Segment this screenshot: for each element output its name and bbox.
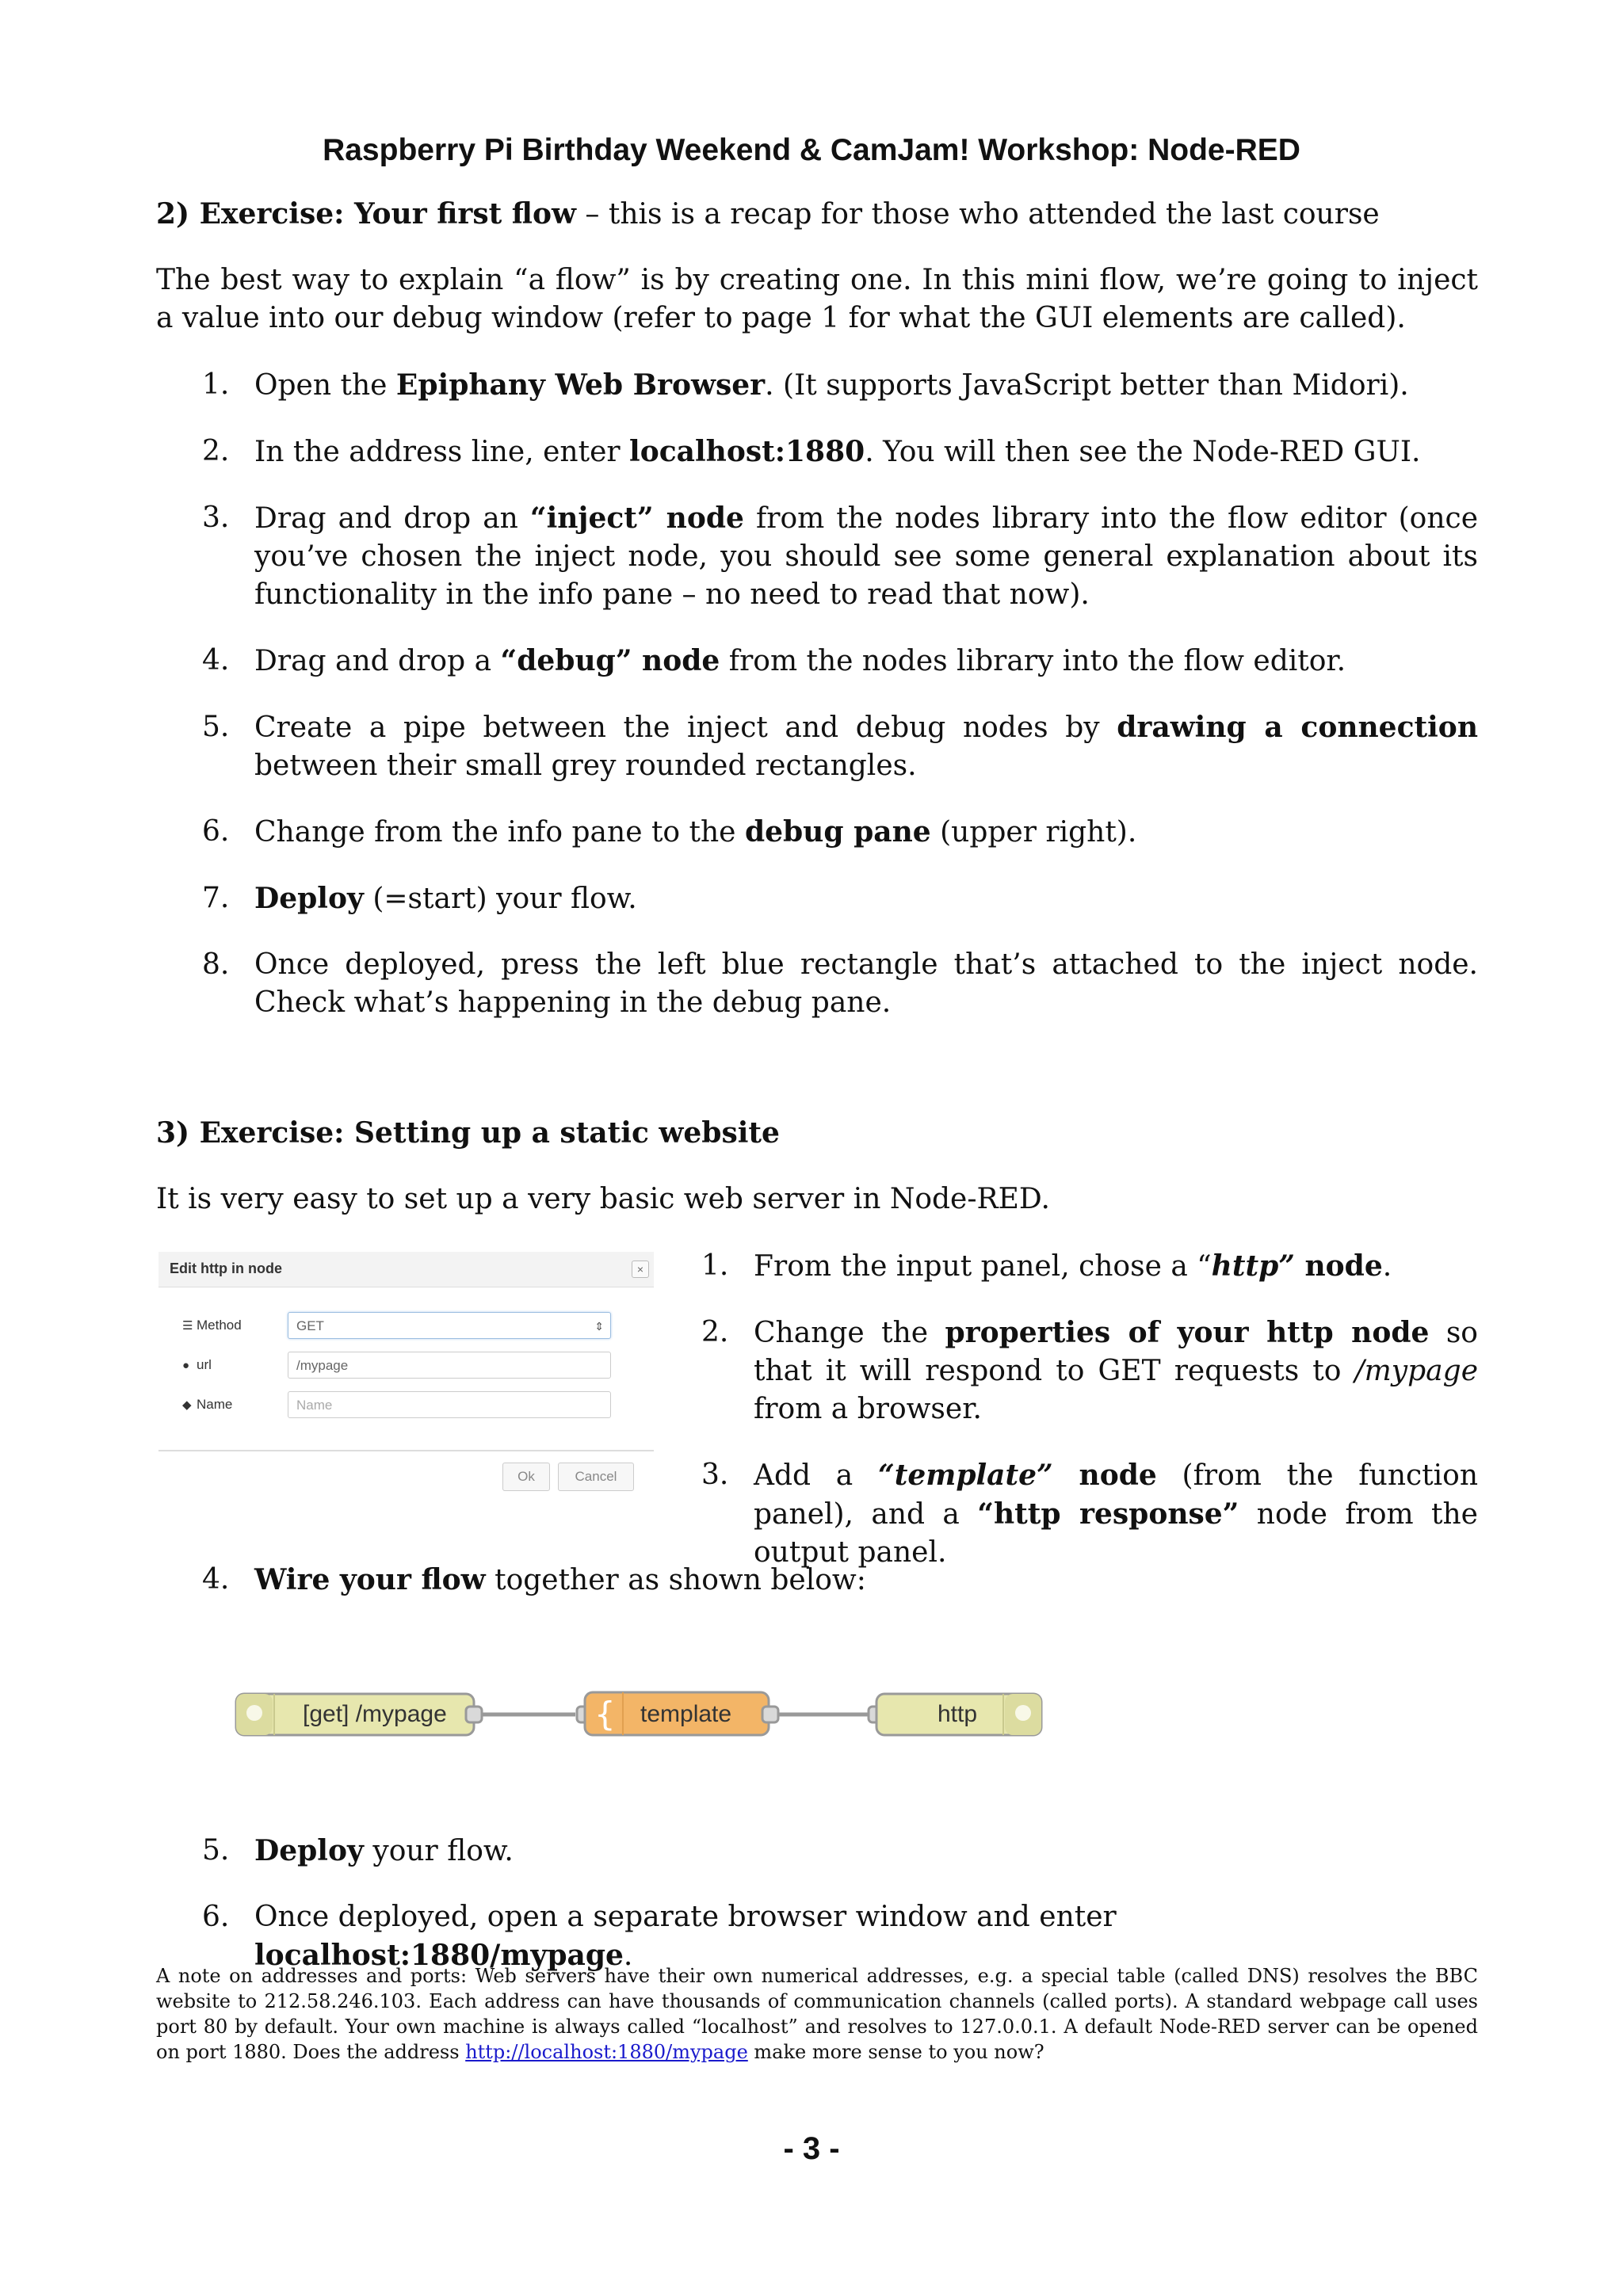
note-text: A note on addresses and ports: Web servers have their own numerical addresses, e.g. a special table (called DNS) resolves the BBC website to 212.58.246.103. Each address can have thousands of communication channels (called ports). A standard webpage call uses port 80 by default. Your own machine is always called “localhost” and resolves to 127.0.0.1. A default Node-RED server can be opened on port 1880. Does the address — [156, 1965, 1478, 2063]
http-response-node-label: http — [938, 1701, 978, 1727]
step-bold-italic: “template” — [877, 1459, 1053, 1492]
step-text: from a browser. — [754, 1393, 982, 1425]
url-input-value: /mypage — [296, 1358, 349, 1373]
globe-icon — [246, 1705, 262, 1721]
http-response-node[interactable] — [869, 1694, 1041, 1735]
method-select-value: GET — [296, 1318, 324, 1333]
method-label-text: Method — [197, 1318, 242, 1333]
list-item — [202, 642, 1478, 681]
section-3-heading — [156, 1114, 780, 1153]
step-text: Change from the info pane to the — [254, 816, 745, 849]
step-text: (upper right). — [930, 816, 1137, 849]
ok-button[interactable]: Ok — [502, 1463, 550, 1491]
section-2-intro: The best way to explain “a flow” is by creating one. In this mini flow, we’re going to inject a value into our debug window (refer to page 1 for what the GUI elements are called). — [156, 264, 1478, 334]
select-arrows-icon: ⇕ — [594, 1320, 604, 1333]
list-number: 1. — [701, 1249, 729, 1282]
list-number: 4. — [202, 1563, 230, 1596]
step-bold: node — [1294, 1249, 1383, 1283]
url-label — [182, 1357, 212, 1373]
localhost-link[interactable]: http://localhost:1880/mypage — [465, 2041, 748, 2063]
list-item — [202, 1561, 1478, 1600]
output-port[interactable] — [466, 1707, 482, 1722]
list-item — [202, 708, 1478, 785]
http-in-node-label: [get] /mypage — [303, 1701, 447, 1727]
name-label-text: Name — [197, 1397, 233, 1412]
step-text: Open the — [254, 369, 396, 402]
step-text: In the address line, enter — [254, 436, 630, 468]
url-row — [182, 1352, 642, 1380]
step-bold: node — [1052, 1459, 1157, 1492]
list-number: 5. — [202, 711, 230, 743]
section-2-heading-bold: 2) Exercise: Your first flow — [156, 197, 576, 231]
step-bold: “http response” — [977, 1497, 1239, 1531]
method-select[interactable] — [288, 1312, 611, 1339]
list-item — [202, 366, 1478, 405]
http-in-node[interactable] — [236, 1694, 482, 1735]
step-text: . — [623, 1939, 633, 1972]
step-italic: /mypage — [1354, 1355, 1478, 1387]
step-bold: debug pane — [744, 815, 931, 849]
step-bold: localhost:1880 — [629, 435, 865, 468]
addresses-ports-note — [156, 1963, 1478, 2065]
list-item — [202, 433, 1478, 471]
list-item — [202, 813, 1478, 852]
step-text: . You will then see the Node-RED GUI. — [865, 436, 1421, 468]
flow-diagram — [230, 1680, 1054, 1751]
step-text: From the input panel, chose a “ — [754, 1250, 1212, 1283]
step-text: between their small grey rounded rectangles. — [254, 749, 917, 782]
list-icon: ☰ — [182, 1319, 193, 1333]
step-bold: Deploy — [254, 882, 364, 915]
list-number: 4. — [202, 644, 230, 677]
list-number: 6. — [202, 1901, 230, 1933]
list-number: 2. — [701, 1316, 729, 1348]
tag-icon: ◆ — [182, 1398, 192, 1412]
step-bold: Epiphany Web Browser — [395, 368, 766, 402]
list-item — [202, 1832, 1478, 1871]
list-item — [202, 879, 1478, 918]
step-text: Drag and drop a — [254, 645, 501, 677]
dialog-title: Edit http in node — [170, 1261, 282, 1276]
list-item — [202, 946, 1478, 1022]
step-bold: drawing a connection — [1117, 711, 1478, 744]
dialog-divider — [158, 1450, 654, 1451]
name-input[interactable] — [288, 1391, 611, 1418]
step-text: your flow. — [363, 1835, 514, 1867]
list-item — [202, 499, 1478, 614]
step-text: . — [1382, 1250, 1392, 1283]
step-text: from the nodes library into the flow editor (once you’ve chosen the inject node, you should see some general explanation about its functionality in the info pane – no need to read that now). — [254, 502, 1479, 611]
close-icon[interactable]: × — [632, 1261, 649, 1278]
url-input[interactable] — [288, 1352, 611, 1379]
section-2-heading-rest: – this is a recap for those who attended the last course — [575, 198, 1380, 231]
globe-icon — [1015, 1705, 1031, 1721]
step-text: (from the function panel), and a — [754, 1459, 1479, 1531]
step-bold: properties of your http node — [945, 1316, 1430, 1349]
step-text: Once deployed, open a separate browser window and enter — [254, 1901, 1117, 1933]
name-input-placeholder: Name — [296, 1398, 333, 1413]
url-label-text: url — [197, 1357, 212, 1372]
step-text: Once deployed, press the left blue rectangle that’s attached to the inject node. Check what’s happening in the debug pane. — [254, 948, 1478, 1019]
step-text: . (It supports JavaScript better than Midori). — [765, 369, 1409, 402]
step-text: from the nodes library into the flow editor. — [720, 645, 1346, 677]
list-item — [701, 1314, 1478, 1428]
step-text: so that it will respond to GET requests to — [754, 1317, 1478, 1387]
list-number: 3. — [202, 502, 230, 534]
dialog-header — [158, 1252, 654, 1287]
step-text: together as shown below: — [485, 1564, 866, 1596]
curly-brace-icon: { — [594, 1695, 616, 1733]
list-number: 2. — [202, 435, 230, 467]
section-2-heading — [156, 195, 1380, 234]
step-bold: “debug” node — [500, 644, 720, 677]
step-bold: “inject” node — [529, 502, 744, 535]
method-row — [182, 1312, 642, 1341]
section-3-intro: It is very easy to set up a very basic web server in Node-RED. — [156, 1183, 1050, 1215]
step-text: node from the output panel. — [754, 1498, 1478, 1569]
output-port[interactable] — [762, 1707, 778, 1722]
section-3-heading-bold: 3) Exercise: Setting up a static website — [156, 1116, 780, 1150]
cancel-button[interactable]: Cancel — [558, 1463, 634, 1491]
list-item — [701, 1456, 1478, 1572]
list-number: 6. — [202, 815, 230, 848]
list-number: 3. — [701, 1459, 729, 1491]
step-text: Drag and drop an — [254, 502, 530, 535]
step-bold: localhost:1880/mypage — [254, 1939, 624, 1972]
step-text: Add a — [754, 1459, 878, 1492]
name-label — [182, 1397, 232, 1413]
method-label — [182, 1318, 242, 1333]
list-item — [701, 1247, 1478, 1286]
list-number: 5. — [202, 1834, 230, 1867]
list-number: 7. — [202, 882, 230, 914]
step-bold: Deploy — [254, 1834, 364, 1867]
note-tail: make more sense to you now? — [747, 2041, 1044, 2063]
list-number: 8. — [202, 948, 230, 981]
document-title: Raspberry Pi Birthday Weekend & CamJam! Workshop: Node-RED — [323, 133, 1300, 167]
template-node-label: template — [640, 1701, 732, 1727]
name-row — [182, 1391, 642, 1420]
page-number: - 3 - — [783, 2131, 840, 2166]
step-bold: Wire your flow — [254, 1563, 486, 1596]
step-text: Create a pipe between the inject and debug nodes by — [254, 711, 1117, 744]
globe-icon: ● — [182, 1359, 190, 1372]
list-number: 1. — [202, 368, 230, 401]
step-bold-italic: http” — [1211, 1249, 1295, 1283]
template-node[interactable] — [577, 1692, 778, 1735]
step-text: Change the — [754, 1317, 945, 1349]
step-text: (=start) your flow. — [363, 883, 637, 915]
edit-http-in-node-dialog — [158, 1252, 654, 1497]
